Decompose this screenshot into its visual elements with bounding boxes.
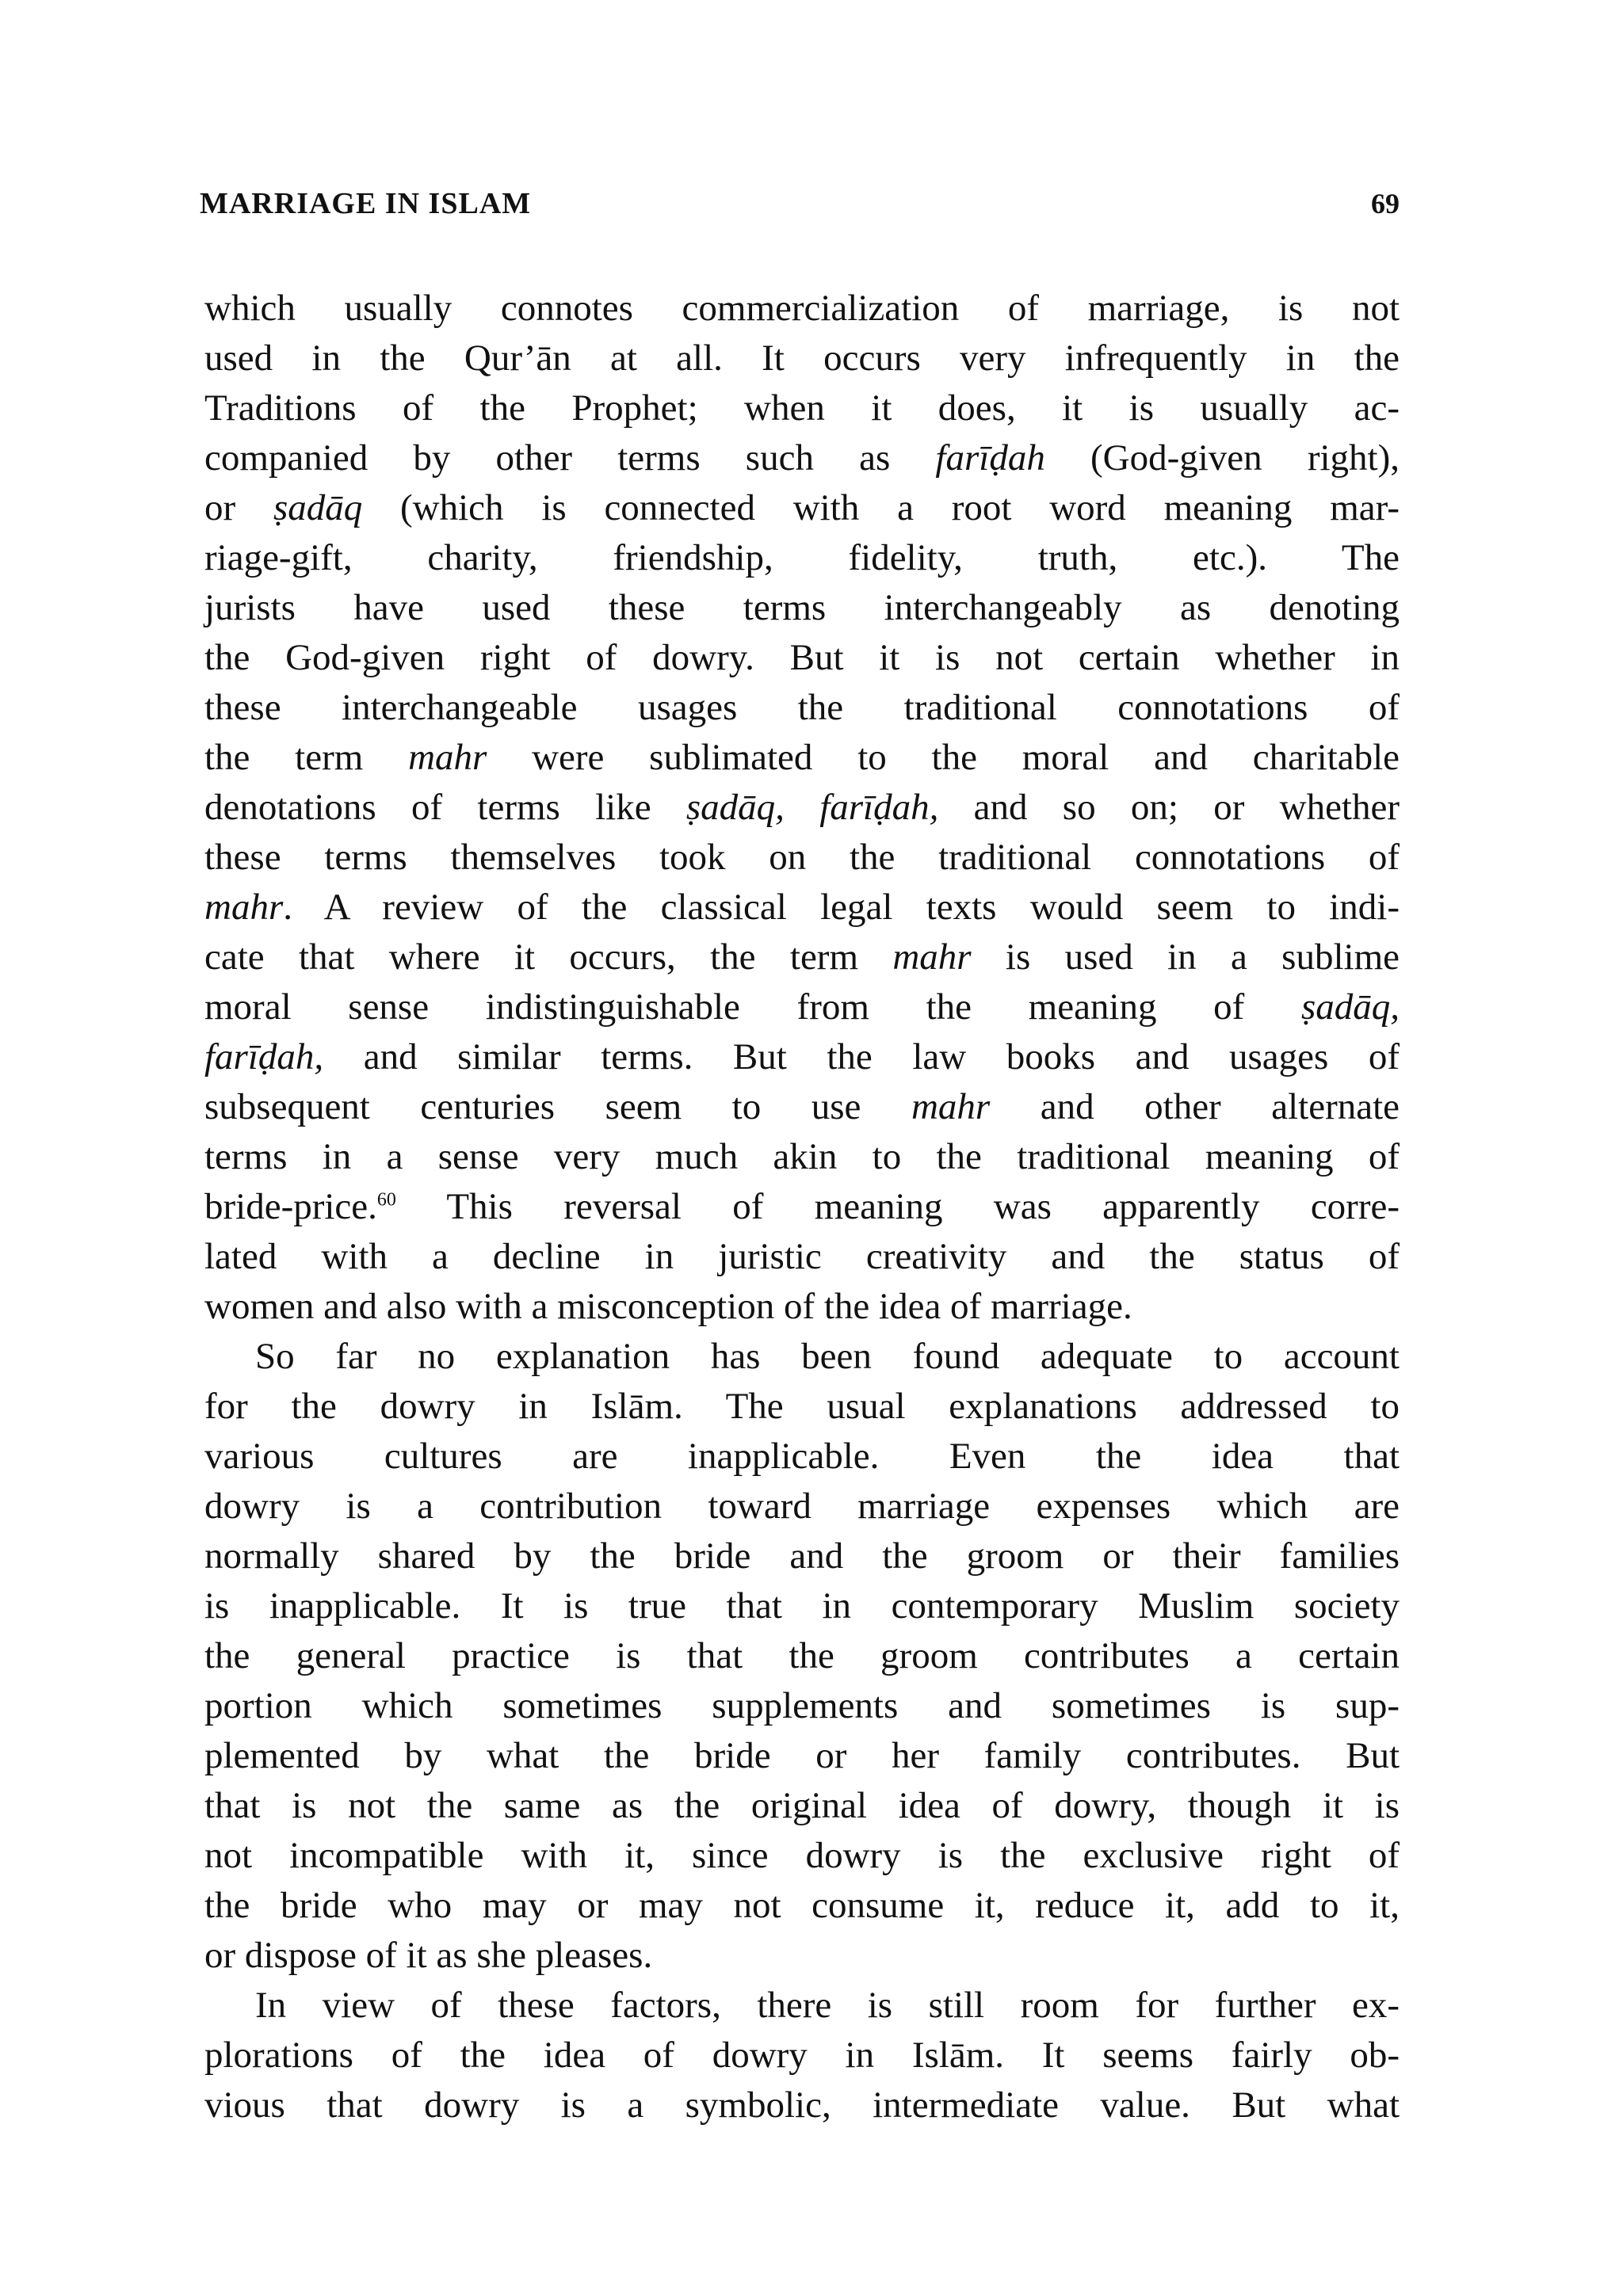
term-mahr: mahr — [892, 936, 972, 978]
text-line-24: various cultures are inapplicable. Even the idea that — [204, 1436, 1400, 1477]
term-faridah: farīḍah — [935, 437, 1045, 479]
text-line-30: plemented by what the bride or her family contributes. But — [204, 1735, 1400, 1776]
body-text — [204, 284, 1400, 2130]
term-sadaq: ṣadāq, — [1300, 986, 1400, 1028]
text-line-22: So far no explanation has been found adequate to account — [255, 1336, 1400, 1377]
text-line-28: the general practice is that the groom contributes a certain — [204, 1635, 1400, 1676]
text-line-16: farīḍah, and similar terms. But the law books and usages of — [204, 1036, 1400, 1077]
text-line-4: companied by other terms such as farīḍah (God-given right), — [204, 437, 1400, 479]
text-line-25: dowry is a contribution toward marriage expenses which are — [204, 1486, 1400, 1527]
term-mahr: mahr — [204, 887, 284, 928]
text-line-34: or dispose of it as she pleases. — [204, 1935, 653, 1976]
text-line-18: terms in a sense very much akin to the traditional meaning of — [204, 1136, 1400, 1177]
text-line-15: moral sense indistinguishable from the meaning of ṣadāq, — [204, 986, 1400, 1028]
page-number: 69 — [1371, 188, 1400, 219]
text-line-32: not incompatible with it, since dowry is the exclusive right of — [204, 1835, 1400, 1876]
text-line-23: for the dowry in Islām. The usual explanations addressed to — [204, 1386, 1400, 1427]
text-line-10: the term mahr were sublimated to the moral and charitable — [204, 737, 1400, 778]
text-line-33: the bride who may or may not consume it, reduce it, add to it, — [204, 1885, 1400, 1926]
text-line-19: bride-price.$^{60}$ This reversal of meaning was apparently corre- — [204, 1186, 1400, 1227]
text-line-17: subsequent centuries seem to use mahr and other alternate — [204, 1086, 1400, 1127]
text-line-26: normally shared by the bride and the groom or their families — [204, 1535, 1400, 1577]
footnote-ref: 60 — [376, 1189, 396, 1211]
text-line-37: vious that dowry is a symbolic, intermediate value. But what — [204, 2084, 1400, 2126]
text-line-29: portion which sometimes supplements and sometimes is sup- — [204, 1685, 1400, 1726]
text-line-20: lated with a decline in juristic creativity and the status of — [204, 1236, 1400, 1277]
text-line-31: that is not the same as the original idea of dowry, though it is — [204, 1785, 1400, 1826]
text-line-3: Traditions of the Prophet; when it does, it is usually ac- — [204, 387, 1400, 429]
text-line-9: these interchangeable usages the traditional connotations of — [204, 687, 1400, 728]
text-line-1: which usually connotes commercialization of marriage, is not — [204, 288, 1400, 329]
text-line-11: denotations of terms like ṣadāq, farīḍah, and so on; or whether — [204, 787, 1400, 828]
term-sadaq-faridah: ṣadāq, farīḍah, — [685, 787, 939, 828]
text-line-21: women and also with a misconception of the idea of marriage. — [204, 1286, 1132, 1327]
text-line-7: jurists have used these terms interchangeably as denoting — [204, 587, 1400, 628]
text-line-8: the God-given right of dowry. But it is not certain whether in — [204, 637, 1400, 678]
text-line-5: or ṣadāq (which is connected with a root word meaning mar- — [204, 487, 1400, 528]
text-line-27: is inapplicable. It is true that in contemporary Muslim society — [204, 1585, 1400, 1627]
text-line-2: used in the Qur’ān at all. It occurs very infrequently in the — [204, 338, 1400, 379]
text-line-13: mahr. A review of the classical legal texts would seem to indi- — [204, 887, 1400, 928]
term-faridah: farīḍah, — [204, 1036, 324, 1077]
term-sadaq: ṣadāq — [273, 487, 363, 528]
text-line-12: these terms themselves took on the traditional connotations of — [204, 837, 1400, 878]
running-head — [200, 184, 1400, 223]
text-line-14: cate that where it occurs, the term mahr is used in a sublime — [204, 936, 1400, 978]
text-line-36: plorations of the idea of dowry in Islām. It seems fairly ob- — [204, 2035, 1400, 2076]
text-line-35: In view of these factors, there is still room for further ex- — [255, 1985, 1400, 2026]
running-title: MARRIAGE IN ISLAM — [200, 187, 532, 220]
text-line-6: riage-gift, charity, friendship, fidelity, truth, etc.). The — [204, 537, 1400, 578]
term-mahr: mahr — [408, 737, 487, 778]
term-mahr: mahr — [911, 1086, 991, 1127]
